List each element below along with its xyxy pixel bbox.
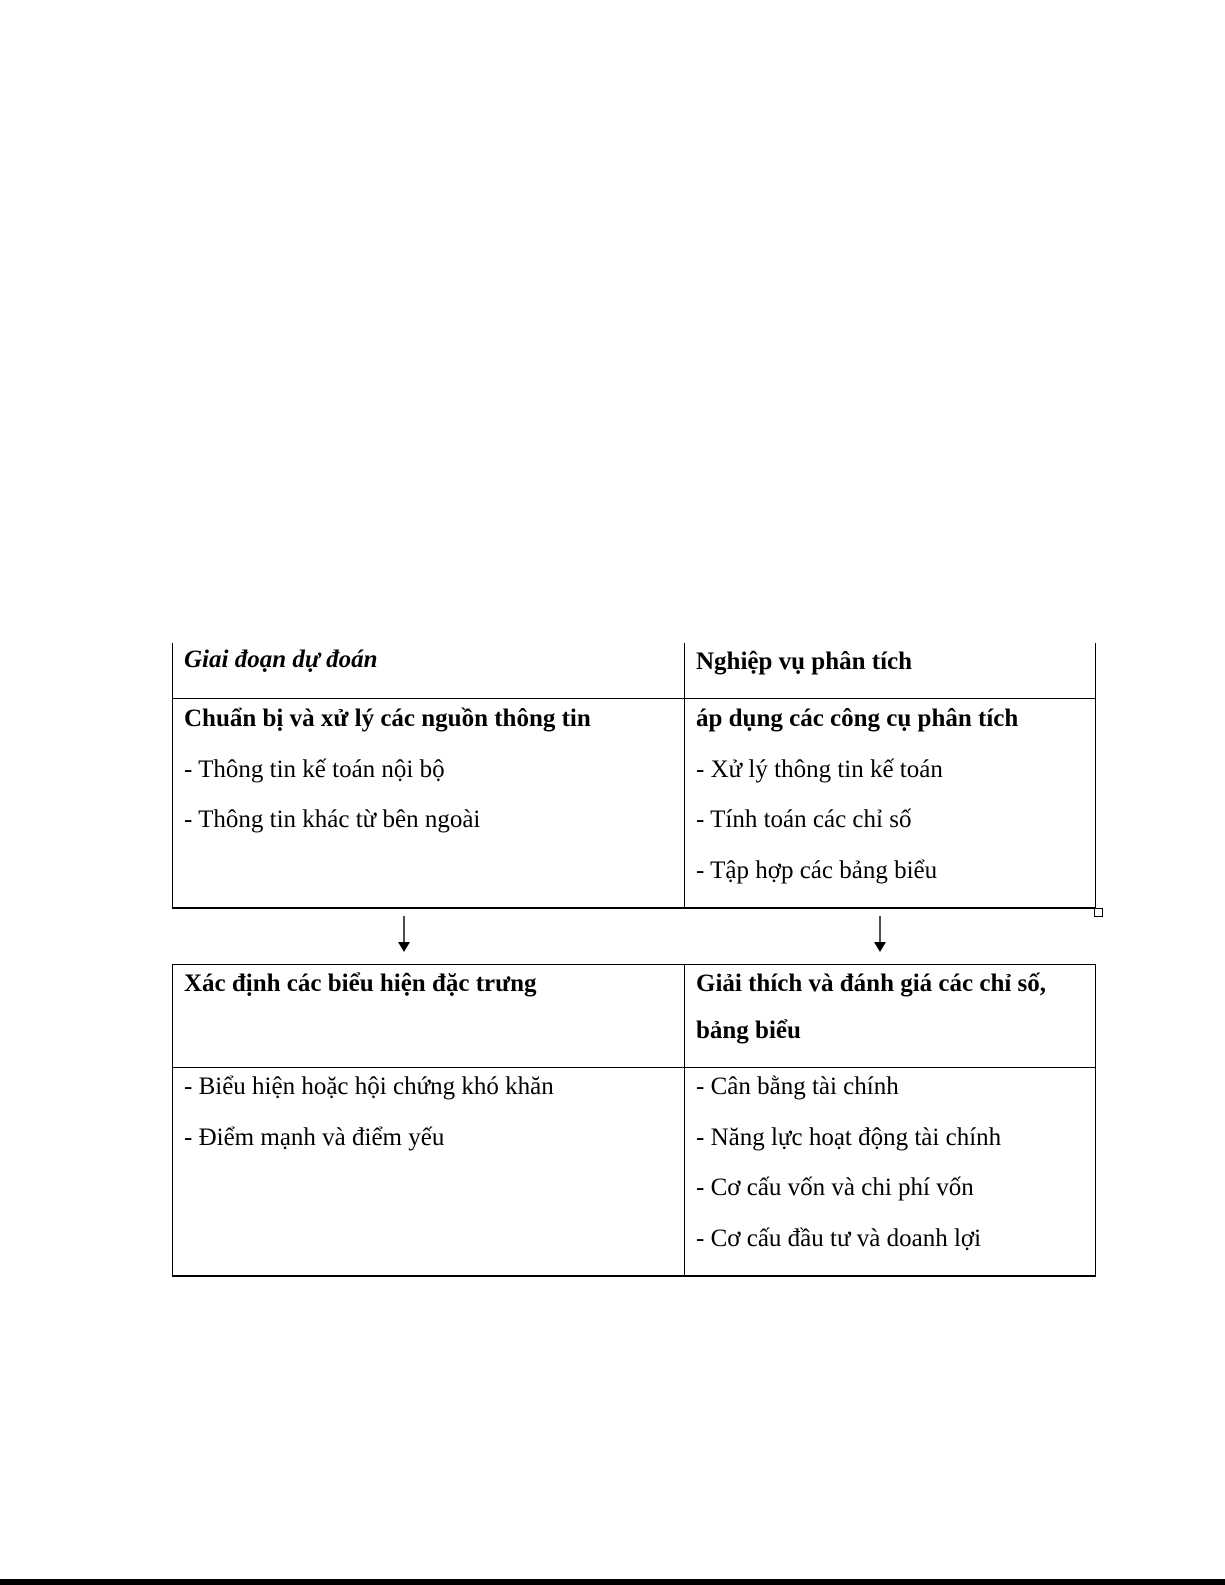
top-table-left-border — [172, 643, 173, 909]
bottom-table-left-border — [172, 964, 173, 1277]
bottom-table-right-title-line1: Giải thích và đánh giá các chỉ số, — [696, 970, 1047, 997]
bottom-table-right-item: - Cơ cấu đầu tư và doanh lợi — [696, 1225, 982, 1252]
down-arrow-icon — [873, 916, 887, 952]
top-table-header-right: Nghiệp vụ phân tích — [696, 648, 913, 675]
top-table-right-item: - Tập hợp các bảng biểu — [696, 857, 938, 884]
bottom-table-header-divider — [172, 1067, 1096, 1068]
top-table-header-divider — [172, 698, 1096, 699]
bottom-table-left-item: - Điểm mạnh và điểm yếu — [184, 1124, 445, 1151]
top-table-bottom-border — [172, 907, 1096, 909]
bottom-table-right-item: - Cơ cấu vốn và chi phí vốn — [696, 1174, 974, 1201]
top-table-left-item: - Thông tin kế toán nội bộ — [184, 756, 445, 783]
bottom-table-bottom-border — [172, 1275, 1096, 1277]
bottom-table-right-border — [1095, 964, 1096, 1277]
top-table-header-left: Giai đoạn dự đoán — [184, 646, 378, 673]
bottom-table-right-item: - Cân bằng tài chính — [696, 1073, 899, 1100]
bottom-table-right-title-line2: bảng biểu — [696, 1017, 801, 1044]
page-bottom-rule — [0, 1579, 1225, 1585]
bottom-table-top-border — [172, 964, 1096, 965]
bottom-table-right-item: - Năng lực hoạt động tài chính — [696, 1124, 1002, 1151]
down-arrow-icon — [397, 916, 411, 952]
top-table-right-item: - Tính toán các chỉ số — [696, 806, 912, 833]
bottom-table-middle-border — [684, 964, 685, 1277]
top-table-left-title: Chuẩn bị và xử lý các nguồn thông tin — [184, 705, 591, 732]
top-table-right-title: áp dụng các công cụ phân tích — [696, 705, 1019, 732]
top-table-left-item: - Thông tin khác từ bên ngoài — [184, 806, 481, 833]
table-resize-handle-icon[interactable] — [1094, 908, 1103, 917]
top-table-middle-border — [684, 643, 685, 909]
top-table-right-border — [1095, 643, 1096, 909]
top-table-right-item: - Xử lý thông tin kế toán — [696, 756, 943, 783]
bottom-table-left-item: - Biểu hiện hoặc hội chứng khó khăn — [184, 1073, 554, 1100]
bottom-table-left-title: Xác định các biểu hiện đặc trưng — [184, 970, 537, 997]
